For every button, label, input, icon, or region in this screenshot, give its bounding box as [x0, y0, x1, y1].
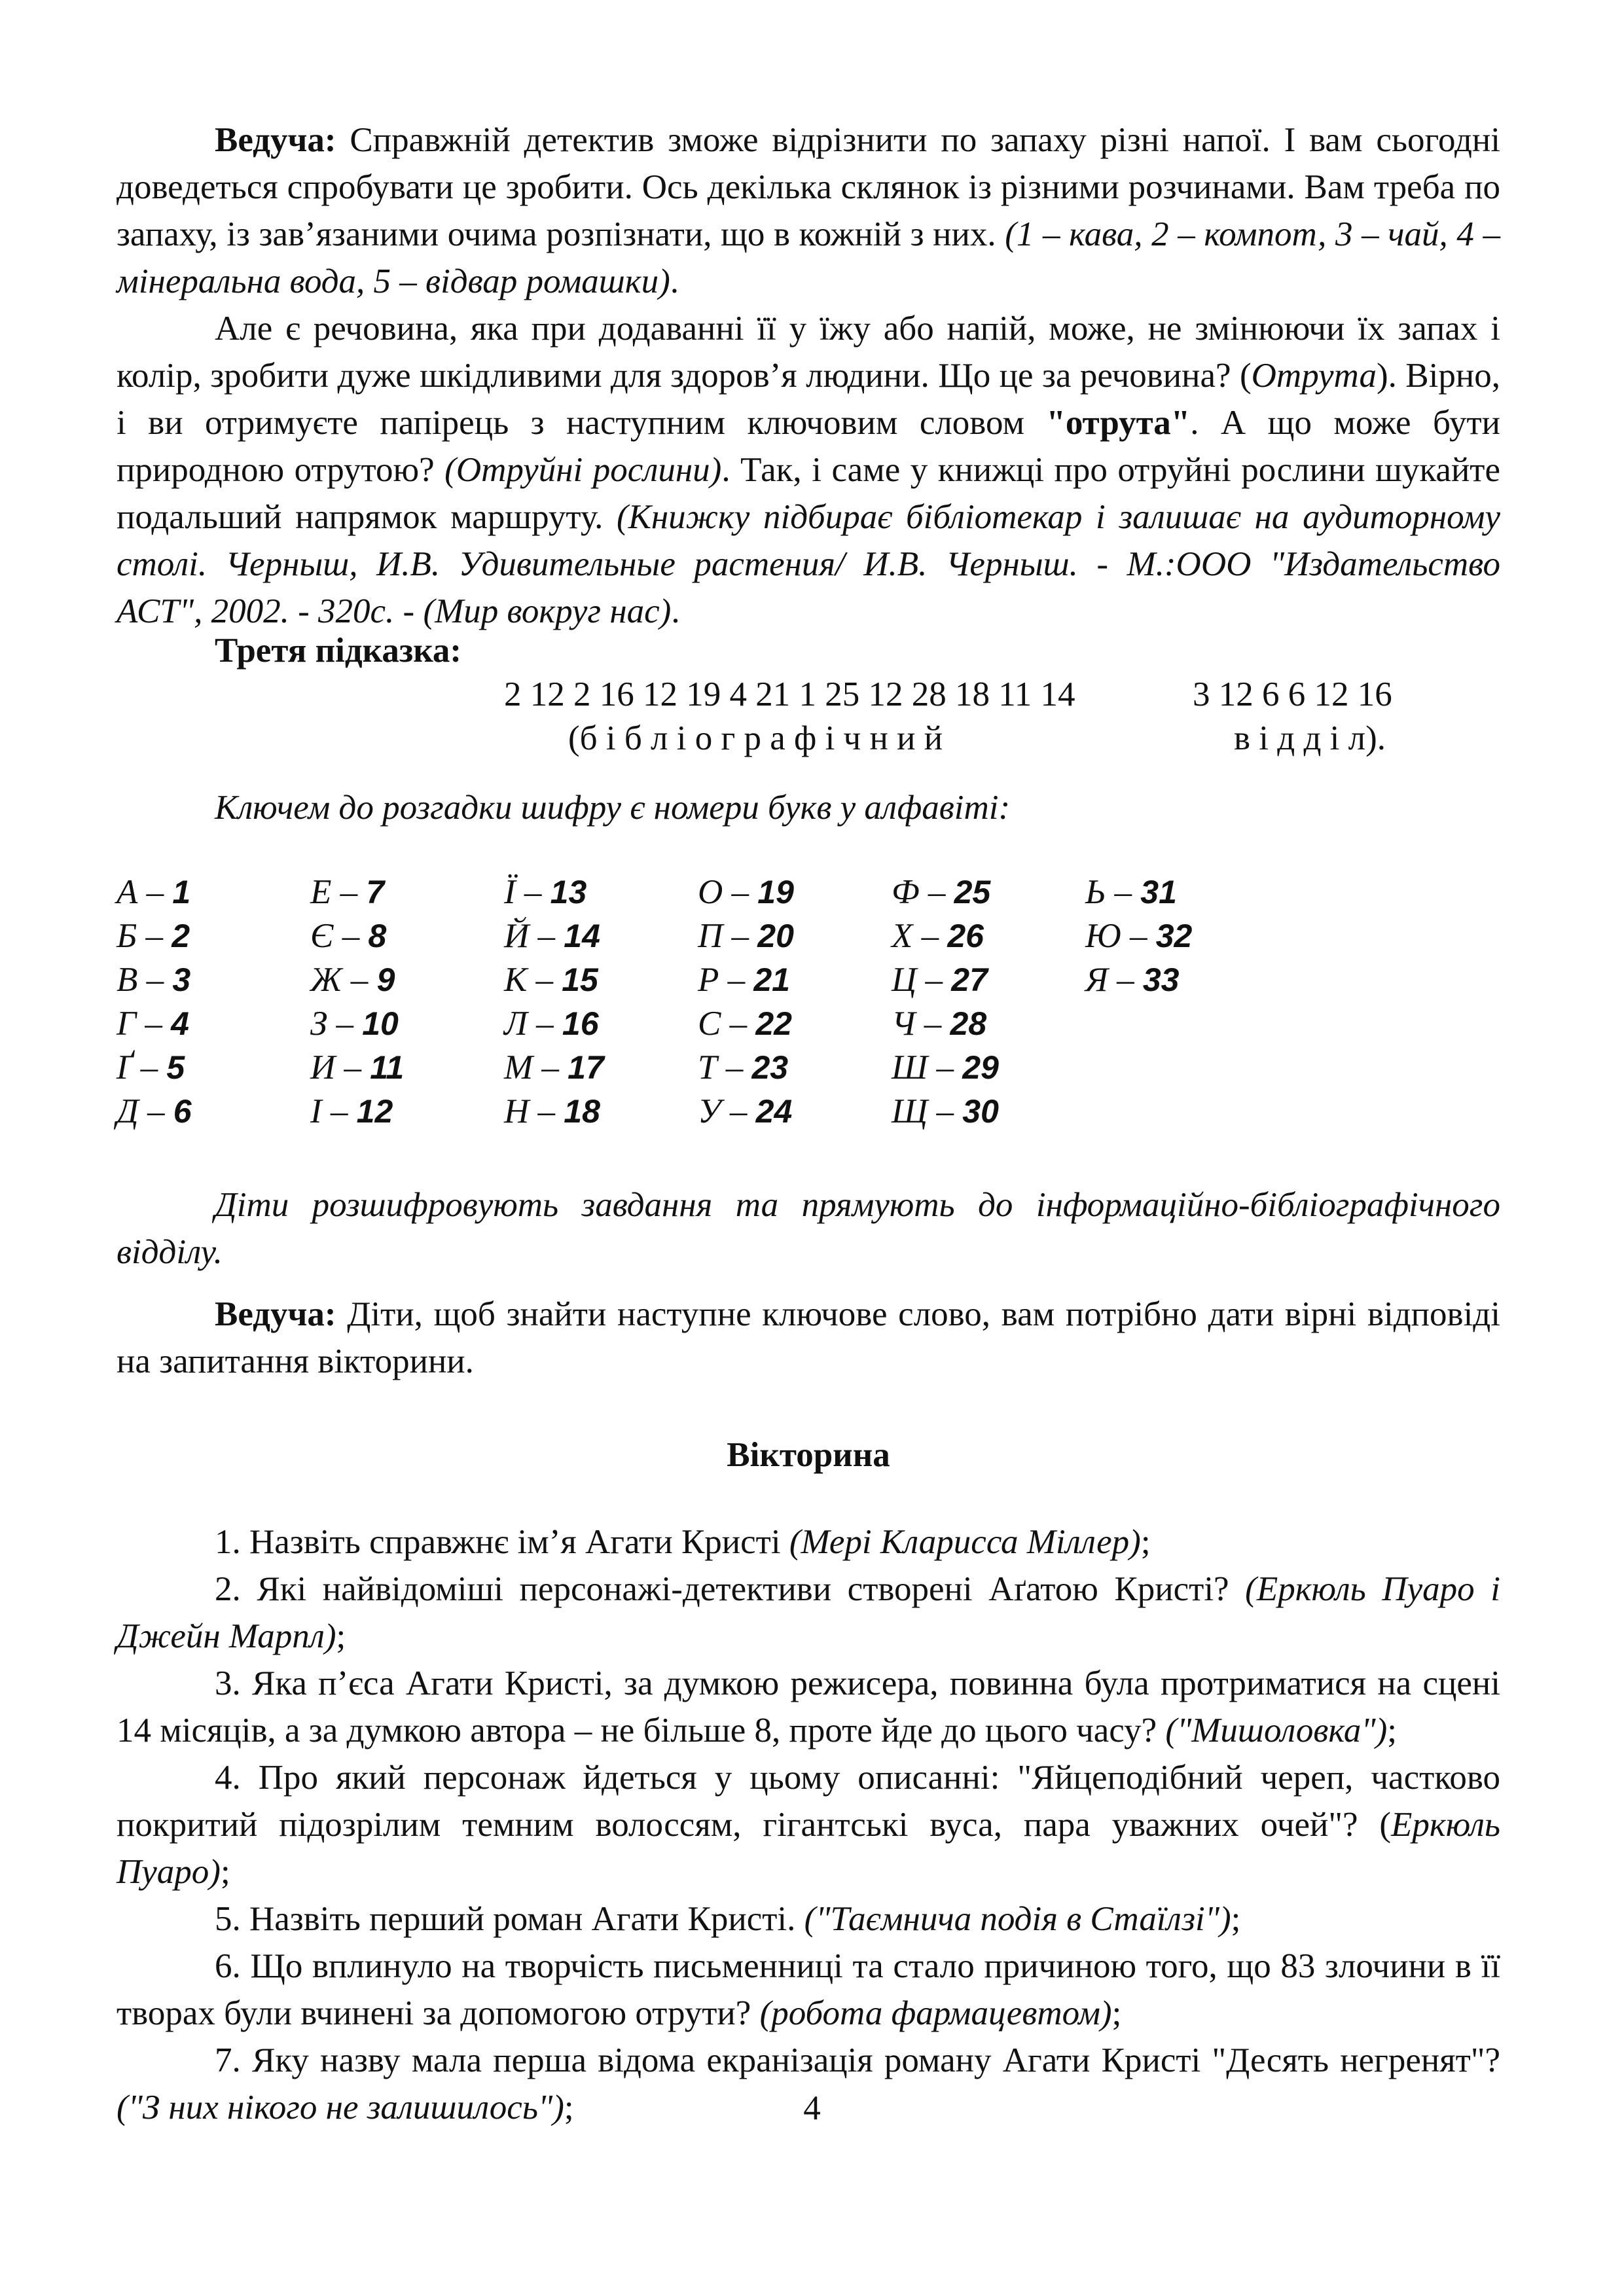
quiz-list [117, 1518, 1500, 2131]
answer-text: Отрута [1251, 357, 1377, 395]
alphabet-entry: Е – 7 [310, 873, 385, 911]
cipher-key-text: Ключем до розгадки шифру є номери букв у алфавіті: [215, 789, 1011, 827]
alphabet-entry: Щ – 30 [892, 1092, 999, 1130]
alphabet-entry: Ш – 29 [892, 1049, 999, 1086]
keyword: "отрута" [1046, 404, 1191, 442]
alphabet-entry: Ь – 31 [1085, 873, 1177, 911]
alphabet-entry: І – 12 [310, 1092, 393, 1130]
alphabet-column [504, 870, 604, 1134]
page-number: 4 [803, 2089, 821, 2127]
alphabet-column [892, 870, 999, 1134]
cipher-decoded-word1: (б і б л і о г р а ф і ч н и й [568, 719, 943, 757]
speaker-label: Ведуча: [215, 1295, 336, 1333]
alphabet-column [310, 870, 404, 1134]
alphabet-entry: Г – 4 [117, 1005, 189, 1043]
host-paragraph-2 [117, 1291, 1500, 1385]
alphabet-entry: З – 10 [310, 1005, 399, 1043]
paragraph-text: Справжній детектив зможе відрізнити по запаху різні напої. І вам сьогодні доведеться спробувати це зробити. Ось декілька склянок із різними розчинами. Вам треба по запаху, із зав’язаними очима розпізнати, що в кожній з них. [117, 121, 1500, 253]
paragraph-text: . А що може бути природною отрутою? [117, 404, 1500, 489]
paragraph-text: Діти, щоб знайти наступне ключове слово, вам потрібно дати вірні відповіді на запитання вікторини. [117, 1295, 1500, 1380]
quiz-question: 1. Назвіть справжнє ім’я Агати Кристі (Мері Кларисса Міллер); [215, 1523, 1151, 1561]
alphabet-entry: Б – 2 [117, 917, 190, 955]
host-paragraph-1 [117, 117, 1500, 305]
alphabet-entry: О – 19 [698, 873, 794, 911]
alphabet-entry: Ж – 9 [310, 961, 395, 999]
alphabet-entry: Ю – 32 [1085, 917, 1193, 955]
alphabet-entry: Т – 23 [698, 1049, 789, 1086]
alphabet-entry: Ї – 13 [504, 873, 587, 911]
alphabet-entry: Х – 26 [892, 917, 984, 955]
hint-title: Третя підказка: [215, 632, 462, 670]
book-reference: (Книжку підбирає бібліотекар і залишає на аудиторному столі. Черныш, И.В. Удивительные растения/ И.В. Черныш. - М.:ООО "Издательство АСТ", 2002. - 320с. - (Мир вокруг нас) [117, 498, 1500, 630]
paragraph-text: . Так, і саме у книжці про отруйні рослини шукайте подальший напрямок маршруту. [117, 451, 1500, 536]
paragraph-text: ). Вірно, і ви отримуєте папірець з наступним ключовим словом [117, 357, 1500, 442]
alphabet-entry: Й – 14 [504, 917, 600, 955]
alphabet-entry: К – 15 [504, 961, 598, 999]
alphabet-entry: П – 20 [698, 917, 794, 955]
alphabet-column [698, 870, 794, 1134]
alphabet-entry: М – 17 [504, 1049, 604, 1086]
cipher-code-word2: 3 12 6 6 12 16 [1193, 675, 1392, 713]
poison-paragraph [117, 305, 1500, 635]
alphabet-column [117, 870, 192, 1134]
quiz-question: 5. Назвіть перший роман Агати Кристі. ("Таємнича подія в Стаїлзі"); [215, 1900, 1241, 1938]
alphabet-entry: Ф – 25 [892, 873, 991, 911]
alphabet-entry: Є – 8 [310, 917, 387, 955]
alphabet-entry: И – 11 [310, 1049, 405, 1086]
cipher-decoded-word2: в і д д і л). [1234, 719, 1386, 757]
alphabet-entry: С – 22 [698, 1005, 792, 1043]
quiz-question: 3. Яка п’єса Агати Кристі, за думкою режисера, повинна була протриматися на сцені 14 місяців, а за думкою автора – не більше 8, проте йде до цього часу? ("Мишоловка"); [117, 1664, 1500, 1749]
quiz-question: 6. Що вплинуло на творчість письменниці та стало причиною того, що 83 злочини в її творах були вчинені за допомогою отрути? (робота фармацевтом); [117, 1947, 1500, 2032]
quiz-question: 2. Які найвідоміші персонажі-детективи створені Аґатою Кристі? (Еркюль Пуаро і Джейн Марпл); [117, 1570, 1500, 1655]
quiz-title: Вікторина [727, 1436, 890, 1474]
alphabet-entry: Ґ – 5 [117, 1049, 185, 1086]
punctuation: . [671, 592, 680, 630]
alphabet-entry: А – 1 [117, 873, 191, 911]
quiz-question: 4. Про який персонаж йдеться у цьому описанні: "Яйцеподібний череп, частково покритий підозрілим темним волоссям, гігантські вуса, пара уважних очей"? (Еркюль Пуаро); [117, 1759, 1500, 1891]
alphabet-entry: Р – 21 [698, 961, 790, 999]
alphabet-entry: Я – 33 [1085, 961, 1180, 999]
alphabet-entry: Л – 16 [504, 1005, 599, 1043]
alphabet-entry: Ч – 28 [892, 1005, 987, 1043]
answer-list: (1 – кава, 2 – компот, 3 – чай, 4 – мінеральна вода, 5 – відвар ромашки) [117, 215, 1500, 300]
alphabet-entry: У – 24 [698, 1092, 793, 1130]
quiz-question: 7. Яку назву мала перша відома екранізація роману Агати Кристі "Десять негренят"? ("З них нікого не залишилось"); [117, 2041, 1500, 2126]
speaker-label: Ведуча: [215, 121, 336, 159]
alphabet-entry: В – 3 [117, 961, 191, 999]
answer-text: (Отруйні рослини) [444, 451, 722, 489]
children-instruction: Діти розшифровують завдання та прямують до інформаційно-бібліографічного відділу. [117, 1186, 1500, 1271]
alphabet-entry: Ц – 27 [892, 961, 988, 999]
punctuation: . [670, 262, 679, 300]
alphabet-entry: Н – 18 [504, 1092, 600, 1130]
paragraph-text: Але є речовина, яка при додаванні її у їжу або напій, може, не змінюючи їх запах і колір, зробити дуже шкідливими для здоров’я людини. Що це за речовина? ( [117, 310, 1500, 395]
cipher-code-word1: 2 12 2 16 12 19 4 21 1 25 12 28 18 11 14 [504, 675, 1075, 713]
alphabet-entry: Д – 6 [117, 1092, 192, 1130]
alphabet-column [1085, 870, 1192, 1002]
